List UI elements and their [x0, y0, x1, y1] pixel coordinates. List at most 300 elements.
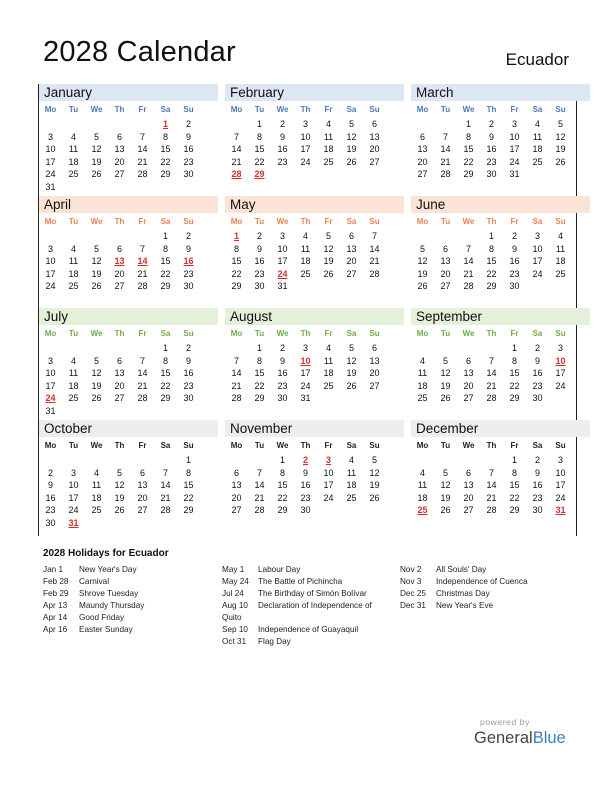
- day-cell: 3: [70, 467, 76, 478]
- holiday-name: Carnival: [79, 577, 110, 586]
- day-cell: 1: [256, 119, 262, 129]
- day-cell: 21: [486, 492, 497, 503]
- day-cell: 9: [47, 480, 53, 491]
- empty-day-cell: [131, 405, 154, 418]
- day-cell: 20: [463, 492, 474, 503]
- empty-day-cell: [434, 454, 457, 467]
- day-cell: 16: [532, 480, 543, 491]
- empty-day-cell: [340, 392, 363, 405]
- weekday-label: Sa: [532, 441, 543, 450]
- day-cell: 19: [346, 144, 357, 155]
- weekday-label: Th: [114, 217, 125, 226]
- weekday-label: We: [276, 217, 289, 226]
- day-cell: 27: [463, 393, 474, 404]
- day-cell: 6: [371, 343, 377, 353]
- week-row: [225, 243, 404, 256]
- day-cell: 20: [369, 368, 380, 379]
- day-cell: 28: [486, 393, 497, 404]
- day-cell: 22: [160, 268, 171, 279]
- weekday-header: [39, 213, 218, 230]
- empty-day-cell: [317, 168, 340, 181]
- week-row: [39, 454, 218, 467]
- day-cell: 23: [45, 505, 56, 516]
- day-cell: 13: [231, 480, 242, 491]
- empty-day-cell: [39, 230, 62, 243]
- day-cell: 15: [160, 256, 171, 267]
- holiday-name: The Battle of Pichincha: [258, 577, 343, 586]
- day-cell: 27: [417, 169, 428, 180]
- empty-day-cell: [363, 504, 386, 517]
- day-cell: 21: [231, 380, 242, 391]
- holiday-list-column-1: [43, 564, 203, 636]
- weekday-label: Tu: [68, 441, 79, 450]
- holidays-title: 2028 Holidays for Ecuador: [43, 548, 169, 559]
- day-cell: 7: [371, 231, 377, 241]
- day-cell: 9: [185, 131, 191, 142]
- day-cell: 17: [45, 156, 56, 167]
- day-cell: 12: [323, 243, 334, 254]
- month-name: August: [225, 308, 404, 325]
- weekday-label: Tu: [254, 105, 265, 114]
- month-october: [39, 420, 218, 530]
- holiday-day-cell: 24: [277, 268, 288, 279]
- day-cell: 20: [114, 380, 125, 391]
- day-cell: 12: [346, 131, 357, 142]
- weekday-label: Sa: [346, 329, 357, 338]
- day-cell: 21: [231, 156, 242, 167]
- month-name: December: [411, 420, 590, 437]
- week-row: [39, 143, 218, 156]
- day-cell: 9: [185, 243, 191, 254]
- day-cell: 23: [532, 492, 543, 503]
- day-cell: 12: [91, 368, 102, 379]
- empty-day-cell: [434, 342, 457, 355]
- day-cell: 10: [509, 131, 520, 142]
- day-cell: 19: [440, 380, 451, 391]
- day-cell: 14: [231, 368, 242, 379]
- holiday-list-column-2: [222, 564, 392, 648]
- holiday-day-cell: 1: [162, 119, 168, 129]
- weekday-label: Mo: [416, 105, 429, 114]
- holiday-item: [222, 624, 392, 636]
- day-cell: 7: [139, 355, 145, 366]
- day-cell: 29: [160, 169, 171, 180]
- day-cell: 29: [183, 505, 194, 516]
- day-cell: 8: [162, 355, 168, 366]
- day-cell: 3: [302, 343, 308, 353]
- day-cell: 31: [509, 169, 520, 180]
- day-cell: 1: [488, 231, 494, 241]
- week-row: [411, 118, 590, 131]
- weekday-label: We: [462, 329, 475, 338]
- day-cell: 25: [91, 505, 102, 516]
- day-cell: 19: [91, 380, 102, 391]
- holiday-name: Maundy Thursday: [79, 601, 145, 610]
- day-cell: 15: [463, 144, 474, 155]
- holiday-name: All Souls' Day: [436, 565, 487, 574]
- weekday-label: Mo: [44, 217, 57, 226]
- day-cell: 26: [369, 492, 380, 503]
- day-cell: 24: [509, 156, 520, 167]
- day-cell: 29: [509, 393, 520, 404]
- day-cell: 24: [532, 268, 543, 279]
- weekday-label: Th: [300, 329, 311, 338]
- day-cell: 25: [68, 281, 79, 292]
- day-cell: 13: [463, 368, 474, 379]
- weekday-label: We: [276, 105, 289, 114]
- day-cell: 22: [231, 268, 242, 279]
- weekday-header: [225, 101, 404, 118]
- day-cell: 7: [488, 467, 494, 478]
- week-row: [411, 504, 590, 517]
- holiday-list-column-3: [400, 564, 560, 612]
- weekday-label: Sa: [532, 105, 543, 114]
- holiday-date: Apr 14: [43, 613, 68, 622]
- day-cell: 13: [417, 144, 428, 155]
- holiday-item: [43, 624, 203, 636]
- day-cell: 22: [160, 156, 171, 167]
- day-cell: 9: [511, 243, 517, 254]
- day-cell: 26: [440, 505, 451, 516]
- day-cell: 1: [162, 231, 168, 241]
- day-cell: 12: [91, 256, 102, 267]
- week-row: [39, 342, 218, 355]
- holiday-item: [400, 600, 560, 612]
- day-cell: 23: [183, 268, 194, 279]
- day-cell: 22: [254, 156, 265, 167]
- day-cell: 8: [256, 131, 262, 142]
- day-cell: 2: [185, 231, 191, 241]
- empty-day-cell: [39, 118, 62, 131]
- weekday-label: Mo: [230, 105, 243, 114]
- weekday-label: Th: [300, 217, 311, 226]
- day-cell: 18: [323, 144, 334, 155]
- holiday-date: Dec 25: [400, 589, 426, 598]
- holiday-item: [43, 576, 203, 588]
- day-cell: 17: [532, 256, 543, 267]
- day-cell: 17: [277, 256, 288, 267]
- day-cell: 4: [70, 355, 76, 366]
- week-row: [225, 492, 404, 505]
- holiday-name: Shrove Tuesday: [79, 589, 139, 598]
- week-row: [411, 156, 590, 169]
- day-cell: 12: [91, 144, 102, 155]
- week-row: [411, 392, 590, 405]
- day-cell: 3: [47, 131, 53, 142]
- day-cell: 22: [509, 492, 520, 503]
- weekday-label: Th: [486, 329, 497, 338]
- empty-day-cell: [480, 454, 503, 467]
- empty-day-cell: [317, 392, 340, 405]
- day-cell: 11: [555, 243, 566, 254]
- month-february: [225, 84, 404, 181]
- holiday-day-cell: 31: [555, 505, 566, 516]
- weekday-label: Sa: [160, 329, 171, 338]
- empty-day-cell: [225, 118, 248, 131]
- day-cell: 28: [254, 505, 265, 516]
- empty-day-cell: [62, 342, 85, 355]
- day-cell: 14: [463, 256, 474, 267]
- day-cell: 11: [68, 144, 79, 155]
- empty-day-cell: [457, 454, 480, 467]
- weekday-label: Su: [183, 329, 194, 338]
- day-cell: 2: [185, 343, 191, 353]
- empty-day-cell: [526, 168, 549, 181]
- day-cell: 30: [183, 281, 194, 292]
- day-cell: 13: [114, 144, 125, 155]
- empty-day-cell: [457, 342, 480, 355]
- holiday-name: The Birthday of Simón Bolívar: [258, 589, 367, 598]
- month-name: February: [225, 84, 404, 101]
- holiday-item: [43, 588, 203, 600]
- day-cell: 4: [325, 119, 331, 129]
- day-cell: 30: [45, 517, 56, 528]
- weekday-label: Fr: [324, 105, 333, 114]
- empty-day-cell: [317, 504, 340, 517]
- week-row: [39, 230, 218, 243]
- day-cell: 11: [91, 480, 102, 491]
- week-row: [39, 255, 218, 268]
- day-cell: 18: [346, 480, 357, 491]
- weekday-label: Th: [114, 329, 125, 338]
- day-cell: 10: [45, 144, 56, 155]
- day-cell: 12: [417, 256, 428, 267]
- weekday-label: Fr: [510, 105, 519, 114]
- day-cell: 29: [231, 281, 242, 292]
- empty-day-cell: [62, 230, 85, 243]
- week-row: [225, 143, 404, 156]
- empty-day-cell: [457, 230, 480, 243]
- day-cell: 17: [300, 368, 311, 379]
- week-row: [411, 131, 590, 144]
- day-cell: 4: [93, 467, 99, 478]
- day-cell: 8: [465, 131, 471, 142]
- day-cell: 17: [323, 480, 334, 491]
- weekday-label: Fr: [324, 441, 333, 450]
- month-january: [39, 84, 218, 194]
- day-cell: 17: [300, 144, 311, 155]
- week-row: [39, 504, 218, 517]
- week-row: [411, 380, 590, 393]
- day-cell: 7: [488, 355, 494, 366]
- day-cell: 26: [346, 380, 357, 391]
- day-cell: 17: [45, 380, 56, 391]
- empty-day-cell: [294, 280, 317, 293]
- day-cell: 26: [91, 393, 102, 404]
- holiday-name: Labour Day: [258, 565, 301, 574]
- day-cell: 6: [348, 231, 354, 241]
- weekday-label: Mo: [230, 217, 243, 226]
- day-cell: 18: [532, 144, 543, 155]
- week-row: [225, 479, 404, 492]
- day-cell: 19: [114, 492, 125, 503]
- empty-day-cell: [526, 280, 549, 293]
- day-cell: 18: [68, 156, 79, 167]
- day-cell: 3: [47, 243, 53, 254]
- day-cell: 31: [277, 281, 288, 292]
- day-cell: 9: [279, 131, 285, 142]
- day-cell: 7: [233, 355, 239, 366]
- empty-day-cell: [434, 230, 457, 243]
- day-cell: 2: [279, 343, 285, 353]
- holiday-day-cell: 3: [325, 455, 331, 465]
- weekday-label: Sa: [346, 217, 357, 226]
- day-cell: 22: [463, 156, 474, 167]
- empty-day-cell: [85, 405, 108, 418]
- weekday-label: Fr: [324, 329, 333, 338]
- holiday-item: [222, 588, 392, 600]
- day-cell: 9: [534, 467, 540, 478]
- day-cell: 1: [256, 343, 262, 353]
- weekday-label: Th: [114, 105, 125, 114]
- holiday-day-cell: 28: [231, 169, 242, 180]
- empty-day-cell: [340, 280, 363, 293]
- day-cell: 16: [300, 480, 311, 491]
- weekday-label: Sa: [346, 441, 357, 450]
- day-cell: 11: [68, 368, 79, 379]
- month-november: [225, 420, 404, 517]
- empty-day-cell: [131, 342, 154, 355]
- day-cell: 22: [486, 268, 497, 279]
- day-cell: 21: [440, 156, 451, 167]
- day-cell: 20: [440, 268, 451, 279]
- day-cell: 25: [323, 380, 334, 391]
- day-cell: 8: [162, 243, 168, 254]
- day-cell: 8: [185, 467, 191, 478]
- weekday-label: Fr: [324, 217, 333, 226]
- day-cell: 6: [442, 243, 448, 254]
- holiday-name: Easter Sunday: [79, 625, 133, 634]
- day-cell: 12: [440, 480, 451, 491]
- day-cell: 30: [277, 393, 288, 404]
- day-cell: 29: [160, 281, 171, 292]
- day-cell: 24: [300, 380, 311, 391]
- holiday-day-cell: 10: [300, 355, 311, 366]
- day-cell: 28: [369, 268, 380, 279]
- holiday-day-cell: 31: [68, 517, 79, 528]
- day-cell: 1: [185, 455, 191, 465]
- empty-day-cell: [549, 168, 572, 181]
- day-cell: 11: [417, 480, 428, 491]
- day-cell: 27: [440, 281, 451, 292]
- week-row: [225, 268, 404, 281]
- week-row: [225, 392, 404, 405]
- weekday-header: [411, 101, 590, 118]
- day-cell: 27: [114, 281, 125, 292]
- weekday-label: Tu: [254, 217, 265, 226]
- day-cell: 3: [302, 119, 308, 129]
- empty-day-cell: [108, 118, 131, 131]
- day-cell: 27: [346, 268, 357, 279]
- day-cell: 27: [369, 380, 380, 391]
- day-cell: 5: [557, 119, 563, 129]
- week-row: [39, 268, 218, 281]
- week-row: [39, 355, 218, 368]
- week-row: [411, 454, 590, 467]
- holiday-item: [43, 564, 203, 576]
- empty-day-cell: [154, 517, 177, 530]
- empty-day-cell: [62, 405, 85, 418]
- day-cell: 14: [440, 144, 451, 155]
- month-name: October: [39, 420, 218, 437]
- week-row: [39, 131, 218, 144]
- day-cell: 18: [91, 492, 102, 503]
- empty-day-cell: [131, 230, 154, 243]
- day-cell: 23: [277, 380, 288, 391]
- day-cell: 16: [532, 368, 543, 379]
- day-cell: 5: [442, 355, 448, 366]
- weekday-label: Su: [555, 105, 566, 114]
- month-name: March: [411, 84, 590, 101]
- day-cell: 12: [555, 131, 566, 142]
- day-cell: 5: [419, 243, 425, 254]
- week-row: [39, 467, 218, 480]
- holiday-date: Feb 28: [43, 577, 69, 586]
- day-cell: 26: [91, 281, 102, 292]
- day-cell: 3: [511, 119, 517, 129]
- day-cell: 25: [532, 156, 543, 167]
- empty-day-cell: [85, 181, 108, 194]
- holiday-day-cell: 16: [183, 256, 194, 267]
- empty-day-cell: [225, 454, 248, 467]
- day-cell: 14: [486, 368, 497, 379]
- holiday-date: Sep 10: [222, 625, 248, 634]
- generalblue-logo[interactable]: [474, 729, 566, 748]
- weekday-label: Th: [300, 441, 311, 450]
- day-cell: 5: [371, 455, 377, 465]
- day-cell: 18: [417, 492, 428, 503]
- day-cell: 19: [555, 144, 566, 155]
- weekday-label: Fr: [138, 105, 147, 114]
- weekday-label: Su: [183, 441, 194, 450]
- day-cell: 5: [93, 131, 99, 142]
- weekday-label: We: [90, 329, 103, 338]
- weekday-header: [225, 437, 404, 454]
- weekday-label: Tu: [440, 217, 451, 226]
- day-cell: 11: [300, 243, 311, 254]
- empty-day-cell: [85, 230, 108, 243]
- day-cell: 23: [183, 380, 194, 391]
- weekday-label: Sa: [532, 329, 543, 338]
- day-cell: 21: [463, 268, 474, 279]
- day-cell: 2: [488, 119, 494, 129]
- day-cell: 14: [231, 144, 242, 155]
- day-cell: 24: [555, 492, 566, 503]
- day-cell: 18: [555, 256, 566, 267]
- weekday-label: Th: [486, 217, 497, 226]
- day-cell: 13: [369, 355, 380, 366]
- day-cell: 7: [465, 243, 471, 254]
- weekday-header: [411, 213, 590, 230]
- day-cell: 14: [369, 243, 380, 254]
- holiday-date: May 1: [222, 565, 245, 574]
- day-cell: 6: [116, 355, 122, 366]
- day-cell: 1: [162, 343, 168, 353]
- day-cell: 8: [233, 243, 239, 254]
- day-cell: 16: [509, 256, 520, 267]
- day-cell: 11: [417, 368, 428, 379]
- day-cell: 9: [488, 131, 494, 142]
- day-cell: 26: [91, 169, 102, 180]
- day-cell: 11: [346, 467, 357, 478]
- day-cell: 16: [277, 144, 288, 155]
- day-cell: 5: [93, 355, 99, 366]
- day-cell: 15: [254, 368, 265, 379]
- week-row: [39, 118, 218, 131]
- week-row: [225, 380, 404, 393]
- day-cell: 16: [183, 368, 194, 379]
- weekday-label: Su: [555, 441, 566, 450]
